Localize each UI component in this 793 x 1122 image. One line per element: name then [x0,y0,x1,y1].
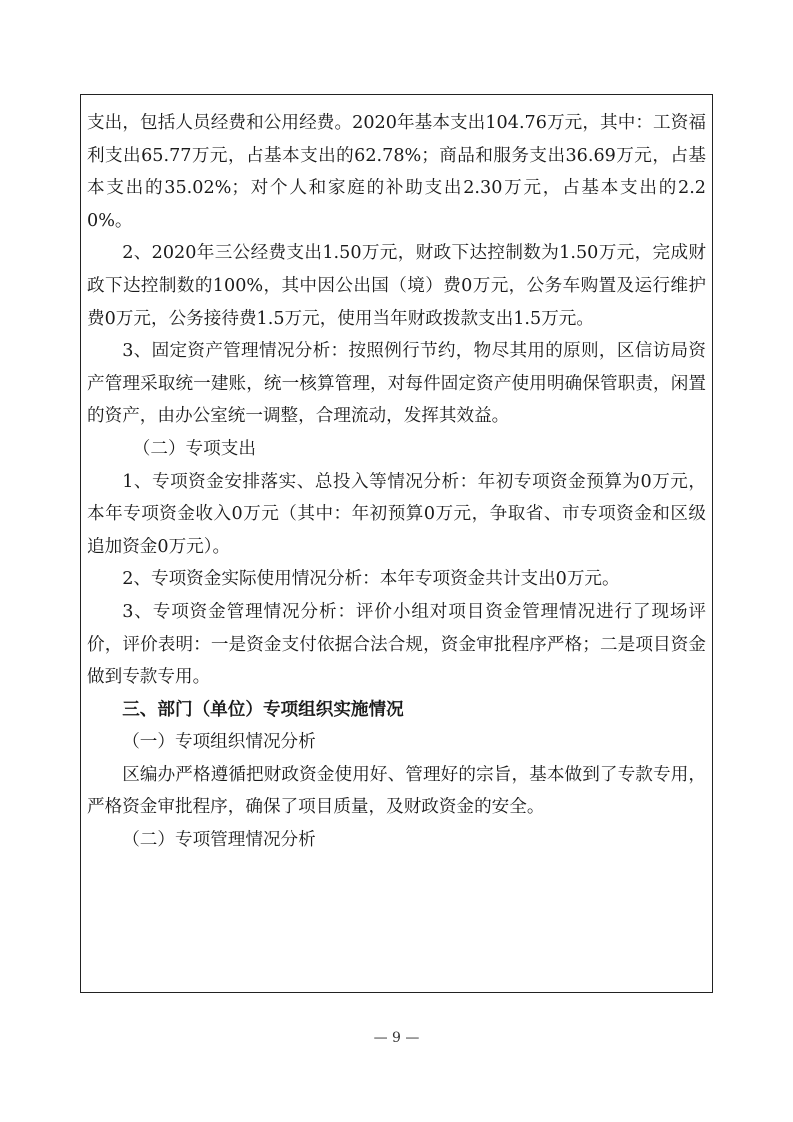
paragraph-special-funds-management: 3、专项资金管理情况分析：评价小组对项目资金管理情况进行了现场评价，评价表明：一是资金支付依据合法合规，资金审批程序严格；二是项目资金做到专款专用。 [87,601,706,688]
subheading-special-expenditure: （二）专项支出 [132,438,256,459]
paragraph-three-public-expenses: 2、2020年三公经费支出1.50万元，财政下达控制数为1.50万元，完成财政下达控制数的100%，其中因公出国（境）费0万元，公务车购置及运行维护费0万元，公务接待费1.5万元，使用当年财政拨款支出1.5万元。 [87,243,706,329]
subheading-management-analysis: （二）专项管理情况分析 [122,830,316,851]
subheading-organization-analysis: （一）专项组织情况分析 [122,732,316,753]
page-number: — 9 — [373,1030,420,1046]
paragraph-special-funds-arrangement: 1、专项资金安排落实、总投入等情况分析：年初专项资金预算为0万元，本年专项资金收入0万元（其中：年初预算0万元，争取省、市专项资金和区级追加资金0万元）。 [87,471,706,557]
document-frame [80,94,713,993]
paragraph-organization-analysis: 区编办严格遵循把财政资金使用好、管理好的宗旨，基本做到了专款专用，严格资金审批程序，确保了项目质量，及财政资金的安全。 [87,764,706,818]
document-body [87,107,706,857]
paragraph-fixed-assets: 3、固定资产管理情况分析：按照例行节约，物尽其用的原则，区信访局资产管理采取统一建账，统一核算管理，对每件固定资产使用明确保管职责，闲置的资产，由办公室统一调整，合理流动，发挥其效益。 [87,341,706,427]
section-heading-organization: 三、部门（单位）专项组织实施情况 [122,699,404,720]
paragraph-special-funds-usage: 2、专项资金实际使用情况分析：本年专项资金共计支出0万元。 [122,569,620,590]
paragraph-basic-expenditure: 支出，包括人员经费和公用经费。2020年基本支出104.76万元，其中：工资福利支出65.77万元，占基本支出的62.78%；商品和服务支出36.69万元，占基本支出的35.02%；对个人和家庭的补助支出2.30万元，占基本支出的2.20%。 [87,113,706,231]
